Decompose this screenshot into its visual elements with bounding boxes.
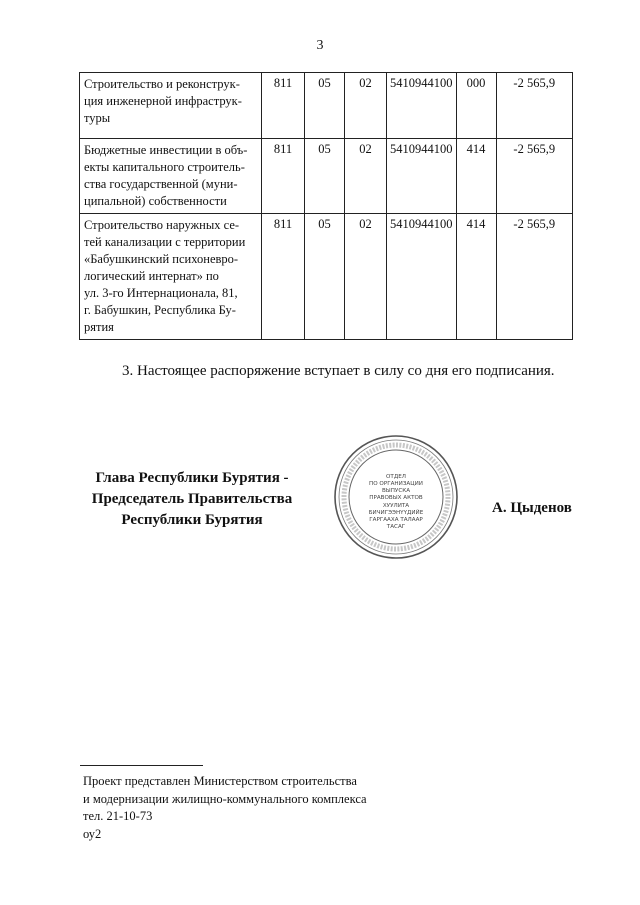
podrazdel-cell: 02 [345,73,387,139]
paragraph-3: 3. Настоящее распоряжение вступает в силу со дня его подписания. [122,363,555,379]
vr-cell: 414 [456,139,496,214]
row-name-cell [80,73,262,139]
row-name-cell [80,214,262,340]
signature-title-line: Республики Бурятия [121,512,263,528]
podrazdel-cell: 02 [345,214,387,340]
row-name-line: екты капитального строитель- [84,160,245,174]
grbs-cell: 811 [262,73,305,139]
podrazdel-cell: 02 [345,139,387,214]
sum-cell: -2 565,9 [496,214,573,340]
vr-cell: 414 [456,214,496,340]
razdel-cell: 05 [305,73,345,139]
csr-cell: 5410944100 [387,214,457,340]
table-row [80,214,573,340]
stamp-text-line: ПО ОРГАНИЗАЦИИ [369,481,423,487]
footnote [83,773,483,843]
stamp-text-line: ОТДЕЛ [386,474,406,480]
row-name-line: Бюджетные инвестиции в объ- [84,143,248,157]
row-name-line: Строительство наружных се- [84,218,240,232]
row-name-line: ция инженерной инфраструк- [84,94,242,108]
grbs-cell: 811 [262,214,305,340]
vr-cell: 000 [456,73,496,139]
row-name-line: Строительство и реконструк- [84,77,240,91]
stamp-text-line: ГАРГААХА ТАЛААР [369,517,423,523]
stamp-text-line: ХУУЛИТА [382,503,410,509]
page-number: 3 [316,38,324,53]
razdel-cell: 05 [305,139,345,214]
signature-name: А. Цыденов [492,500,572,516]
row-name-line: ципальной) собственности [84,194,227,208]
sum-cell: -2 565,9 [496,139,573,214]
footnote-line: тел. 21-10-73 [83,809,153,823]
signature-title-line: Глава Республики Бурятия - [95,470,289,486]
razdel-cell: 05 [305,214,345,340]
row-name-cell [80,139,262,214]
stamp-text-line: БИЧИГЭЭНҮҮДИЙЕ [368,510,424,516]
sum-cell: -2 565,9 [496,73,573,139]
footnote-divider [80,765,203,766]
stamp-text-line: ТАСАГ [386,524,406,530]
stamp-text-line: ВЫПУСКА [381,488,411,494]
row-name-line: логический интернат» по [84,269,219,283]
footnote-line: оу2 [83,826,102,841]
row-name-line: рятия [84,320,114,334]
signature-title [72,468,312,531]
row-name-line: «Бабушкинский психоневро- [84,252,239,266]
row-name-line: тей канализации с территории [84,235,246,249]
budget-table [79,72,573,340]
stamp-text-line: ПРАВОВЫХ АКТОВ [369,495,423,501]
signature-title-line: Председатель Правительства [91,491,293,507]
table-row [80,73,573,139]
table-row [80,139,573,214]
grbs-cell: 811 [262,139,305,214]
csr-cell: 5410944100 [387,139,457,214]
official-stamp-seal [331,432,461,562]
row-name-line: ства государственной (муни- [84,177,238,191]
footnote-line: и модернизации жилищно-коммунального комплекса [83,791,367,806]
csr-cell: 5410944100 [387,73,457,139]
row-name-line: ул. 3-го Интернационала, 81, [84,286,238,300]
row-name-line: г. Бабушкин, Республика Бу- [84,303,236,317]
row-name-line: туры [84,111,111,125]
footnote-line: Проект представлен Министерством строительства [83,774,357,788]
